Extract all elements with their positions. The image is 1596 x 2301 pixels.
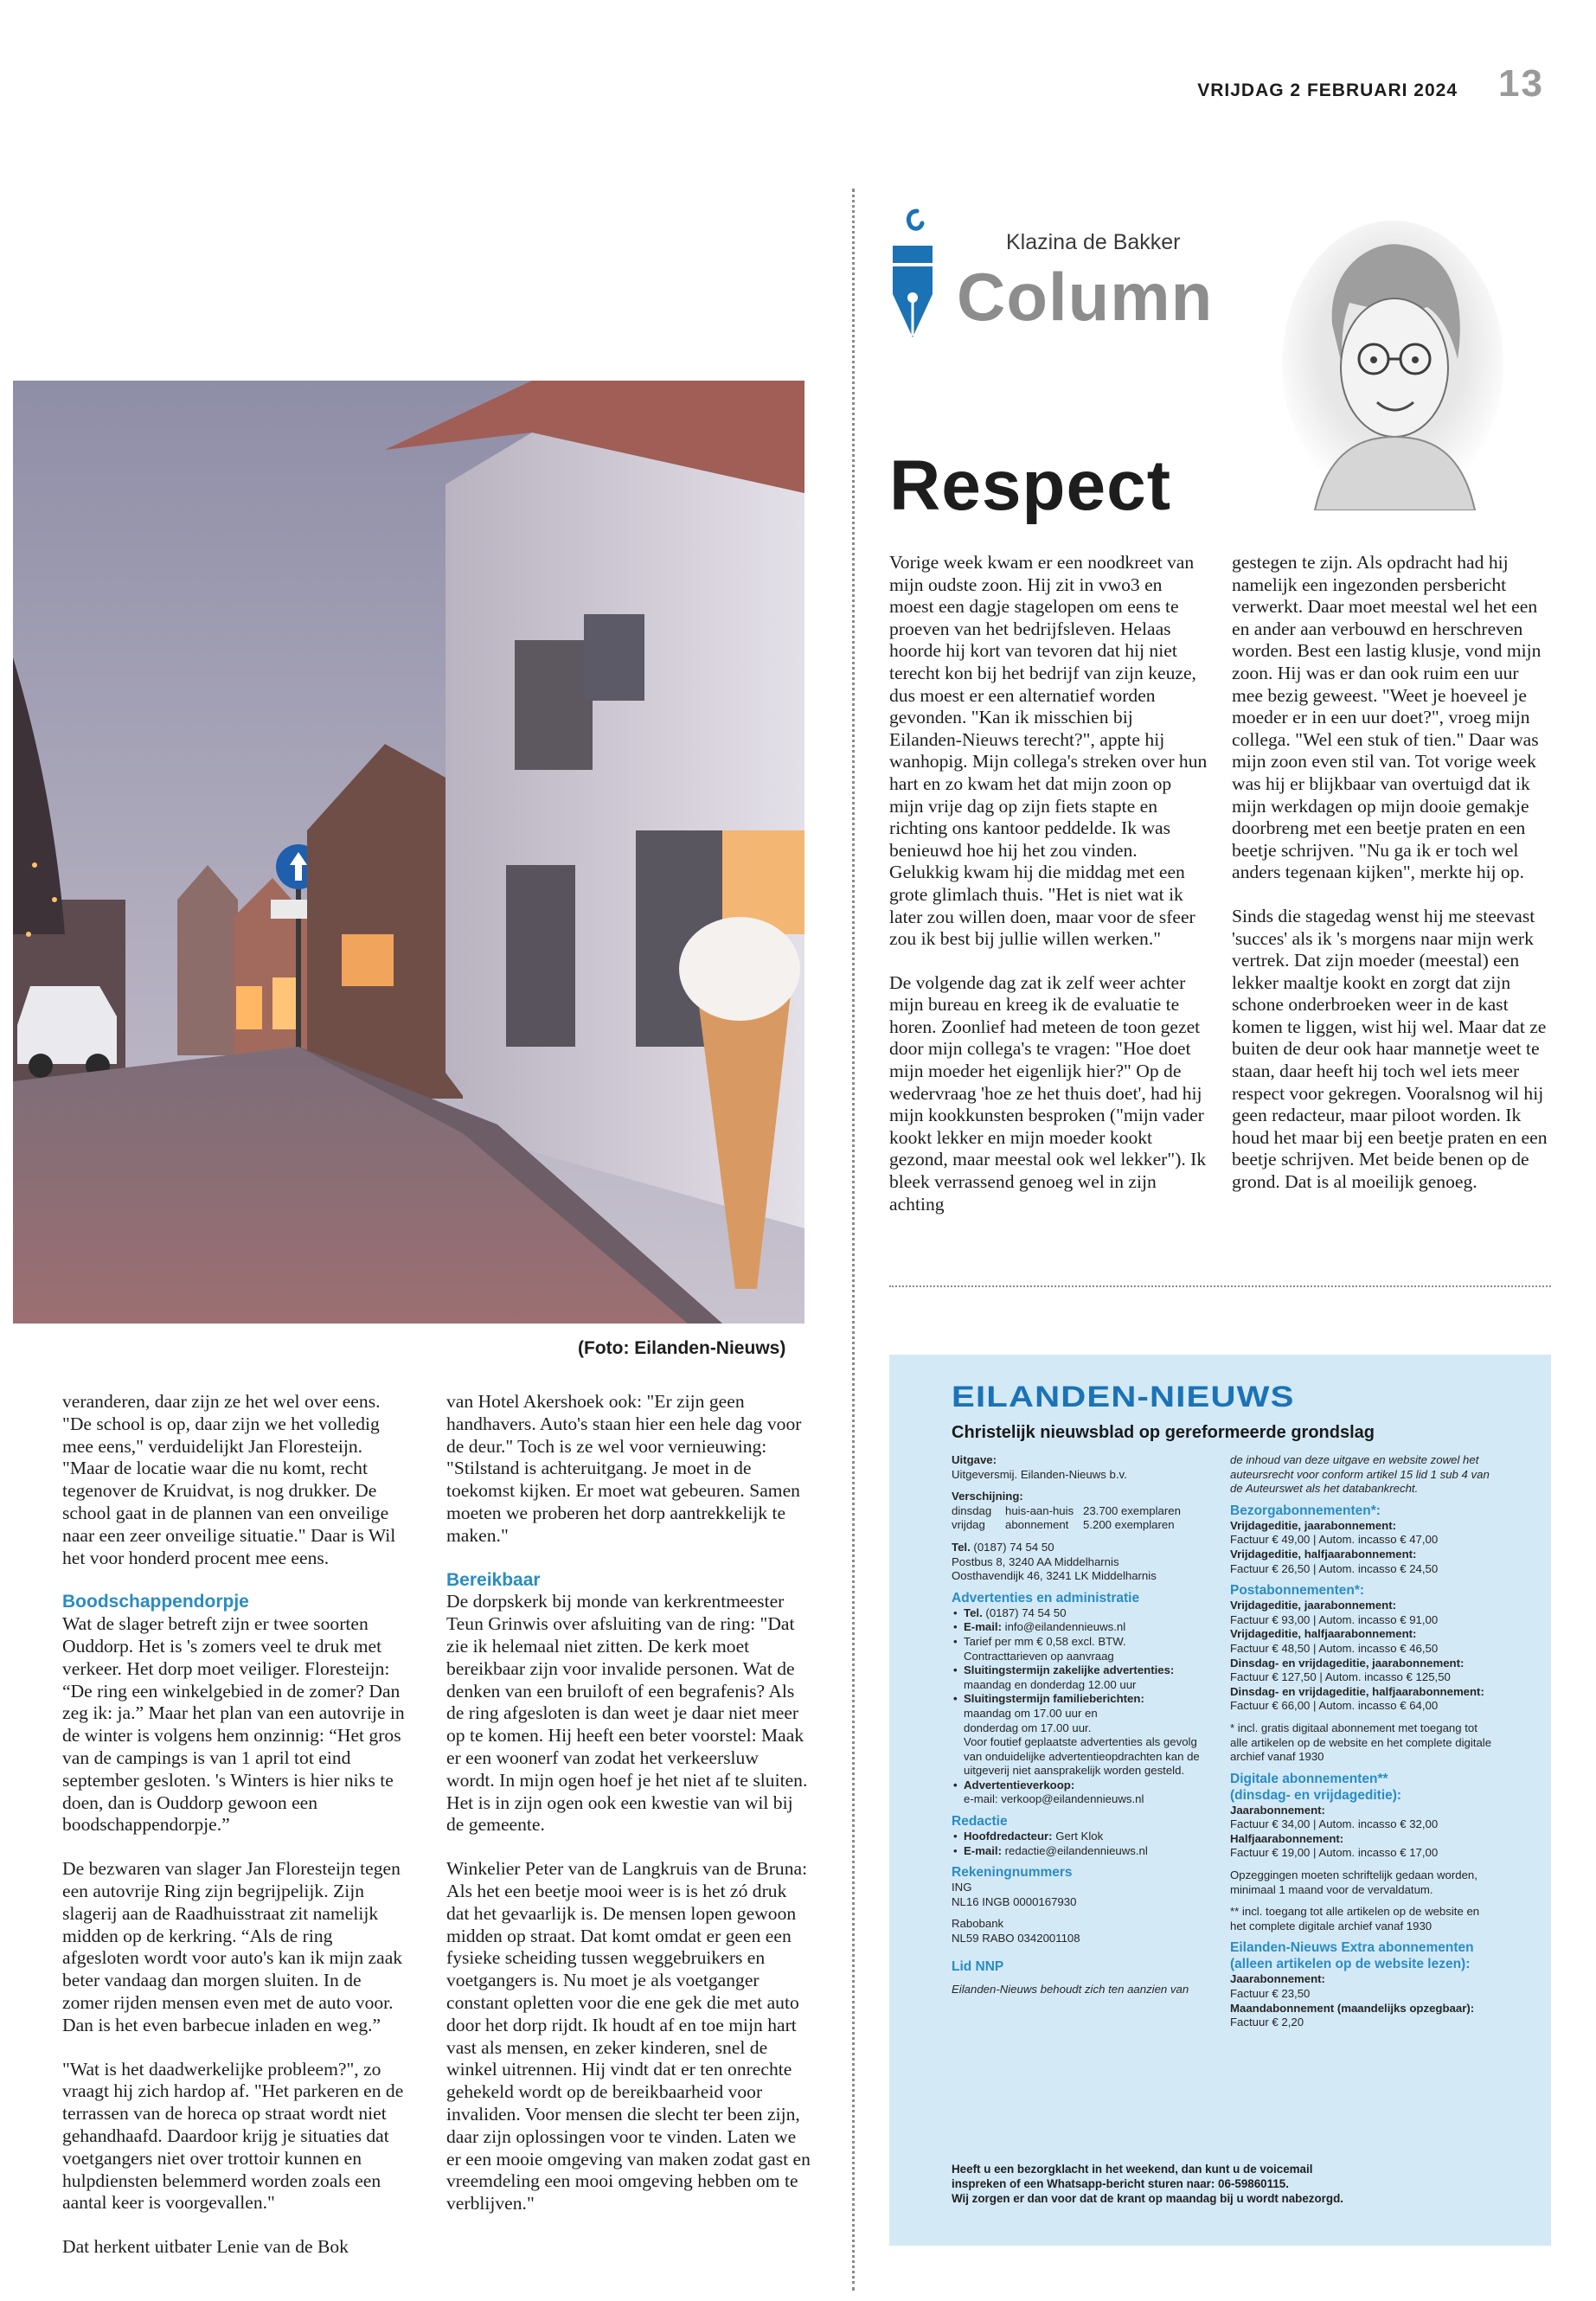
price: Factuur € 26,50 | Autom. incasso € 24,50 xyxy=(1230,1561,1439,1575)
list-item: Voor foutief geplaatste advertenties als gevolg xyxy=(964,1735,1197,1749)
list-item: maandag en donderdag 12.00 uur xyxy=(964,1677,1137,1691)
section-heading: Advertenties en administratie xyxy=(952,1590,1140,1606)
rights-text: auteursrecht voor conform artikel 15 lid 1 sub 4 van xyxy=(1230,1467,1490,1481)
rights-text: de inhoud van deze uitgave en website zowel het xyxy=(1230,1453,1479,1466)
list-item: donderdag om 17.00 uur. xyxy=(964,1721,1092,1734)
footnote: archief vanaf 1930 xyxy=(1230,1750,1324,1764)
label: Vrijdageditie, halfjaarabonnement: xyxy=(1230,1547,1417,1561)
column-divider xyxy=(852,189,855,2291)
rights-text: de Auteurswet als het databankrecht. xyxy=(1230,1482,1419,1496)
section-heading: Postabonnementen*: xyxy=(1230,1583,1365,1599)
value: info@eilandennieuws.nl xyxy=(1004,1620,1126,1634)
price: Factuur € 2,20 xyxy=(1230,2016,1304,2029)
price: Factuur € 34,00 | Autom. incasso € 32,00 xyxy=(1230,1817,1439,1831)
label: Dinsdag- en vrijdageditie, halfjaarabonnement: xyxy=(1230,1684,1484,1698)
notice: minimaal 1 maand voor de vervaldatum. xyxy=(1230,1882,1433,1896)
label: Dinsdag- en vrijdageditie, jaarabonnement: xyxy=(1230,1656,1465,1670)
edition-day: vrijdag xyxy=(952,1518,985,1532)
label: Tel. xyxy=(952,1540,971,1554)
section-heading: Digitale abonnementen** xyxy=(1230,1771,1388,1786)
edition-count: 23.700 exemplaren xyxy=(1083,1503,1181,1517)
notice: Opzeggingen moeten schriftelijk gedaan worden, xyxy=(1230,1868,1477,1882)
label: Maandabonnement (maandelijks opzegbaar): xyxy=(1230,2001,1475,2015)
bank-name: Rabobank xyxy=(952,1917,1004,1931)
label: E-mail: xyxy=(964,1620,1002,1634)
price: Factuur € 93,00 | Autom. incasso € 91,00 xyxy=(1230,1612,1439,1626)
list-item: e-mail: verkoop@eilandennieuws.nl xyxy=(964,1792,1144,1806)
list-item xyxy=(952,1830,1211,1844)
bank-number: NL59 RABO 0342001108 xyxy=(952,1932,1080,1945)
label: Vrijdageditie, jaarabonnement: xyxy=(1230,1599,1396,1612)
list-item: van onduidelijke advertentieopdrachten kan de xyxy=(964,1749,1200,1763)
edition-type: huis-aan-huis xyxy=(1005,1503,1074,1517)
column-label: Column xyxy=(957,259,1214,335)
fountain-pen-icon xyxy=(884,206,945,344)
issue-date: VRIJDAG 2 FEBRUARI 2024 xyxy=(1197,80,1458,100)
article-column-right xyxy=(446,1391,811,2237)
article-paragraph: "Wat is het daadwerkelijke probleem?", zo vraagt hij zich hardop af. "Het parkeren en de terrassen van de horeca op straat wordt niet gehandhaafd. Daardoor krijg je situaties dat voetgangers niet over trottoir kunnen en hulpdiensten belemmerd worden zoals een aantal keer is voorgevallen." xyxy=(62,2058,404,2214)
price: Factuur € 23,50 xyxy=(1230,1987,1311,2001)
article-paragraph: van Hotel Akershoek ook: "Er zijn geen handhavers. Auto's staan hier een hele dag voor de deur." Toch is ze wel voor vernieuwing: "Stilstand is achteruitgang. Je moet in de toekomst kijken. Er moet wat gebeuren. Samen moeten we proberen het dorp aantrekkelijk te maken." xyxy=(446,1391,802,1546)
phone: (0187) 74 54 50 xyxy=(973,1540,1054,1554)
list-item xyxy=(952,1620,1211,1635)
page-number: 13 xyxy=(1498,62,1544,105)
section-heading: (alleen artikelen op de website lezen): xyxy=(1230,1957,1471,1972)
footer-line: inspreken of een Whatsapp-bericht sturen naar: 06-59860115. xyxy=(952,2176,1289,2190)
address: Oosthavendijk 46, 3241 LK Middelharnis xyxy=(952,1569,1157,1583)
column-text-right xyxy=(1232,552,1554,1215)
label: Vrijdageditie, jaarabonnement: xyxy=(1230,1518,1396,1532)
column-bottom-rule xyxy=(889,1285,1551,1287)
column-paragraph: Sinds die stagedag wenst hij me steevast 'succes' als ik 's morgens naar mijn werk vertrek. Dat zijn moeder (meestal) een lekker maaltje kookt en zorgt dat zijn schone onderbroeken weer in de kast komen te liggen, wist hij wel. Maar dat ze buiten de deur ook haar mannetje weet te staan, daar heeft hij toch wel iets meer respect voor gekregen. Vooralsnog wil hij geen redacteur, maar piloot worden. Ik houd het maar bij een beetje praten en een beetje schrijven. Met beide benen op de grond. Dat is al moeilijk genoeg. xyxy=(1232,905,1548,1193)
author-portrait xyxy=(1280,221,1505,510)
colophon-left xyxy=(952,1453,1211,1997)
article-column-left xyxy=(62,1391,408,2280)
edition-type: abonnement xyxy=(1005,1518,1069,1532)
label: Jaarabonnement: xyxy=(1230,1972,1325,1986)
list-item: • Advertentieverkoop: xyxy=(952,1779,1211,1793)
price: Factuur € 19,00 | Autom. incasso € 17,00 xyxy=(1230,1846,1439,1860)
section-heading: Redactie xyxy=(952,1814,1008,1830)
label: Jaarabonnement: xyxy=(1230,1803,1325,1817)
list-item xyxy=(952,1606,1211,1621)
list-item: maandag om 17.00 uur en xyxy=(964,1706,1098,1720)
label: Vrijdageditie, halfjaarabonnement: xyxy=(1230,1627,1417,1641)
label: Hoofdredacteur: xyxy=(964,1830,1053,1843)
footer-line: Heeft u een bezorgklacht in het weekend, dan kunt u de voicemail xyxy=(952,2163,1313,2176)
column-text-left xyxy=(889,552,1208,1237)
article-paragraph: Wat de slager betreft zijn er twee soorten Ouddorp. Het is 's zomers veel te druk met verkeer. Het dorp moet veiliger. Floresteijn: “De ring een winkelgebied in de zomer? Dan zeg ik: ja.” Maar het plan van een autovrije in de winter is volgens hem onzinnig: “Het gros van de campings is van 1 april tot eind september gesloten. 's Winters is hier niks te doen, dan is Ouddorp gewoon een boodschappendorpje.” xyxy=(62,1613,405,1836)
edition-row xyxy=(952,1518,1211,1533)
edition-row xyxy=(952,1504,1211,1519)
value: (0187) 74 54 50 xyxy=(985,1606,1067,1619)
newspaper-tagline: Christelijk nieuwsblad op gereformeerde grondslag xyxy=(952,1423,1375,1442)
list-item: • Sluitingstermijn zakelijke advertenties: xyxy=(952,1663,1211,1678)
colophon-right xyxy=(1230,1453,1516,2030)
postbus: Postbus 8, 3240 AA Middelharnis xyxy=(952,1554,1119,1568)
phone-line xyxy=(952,1541,1211,1555)
section-heading: Bezorgabonnementen*: xyxy=(1230,1503,1381,1518)
list-item: uitgeverij niet aansprakelijk worden gesteld. xyxy=(964,1764,1185,1778)
footnote: * incl. gratis digitaal abonnement met toegang tot xyxy=(1230,1721,1477,1734)
footer-line: Wij zorgen er dan voor dat de krant op maandag bij u wordt nabezorgd. xyxy=(952,2191,1343,2205)
newspaper-logo: EILANDEN-NIEUWS xyxy=(952,1381,1295,1413)
label: Halfjaarabonnement: xyxy=(1230,1831,1344,1845)
value: Gert Klok xyxy=(1055,1830,1104,1843)
article-paragraph: Winkelier Peter van de Langkruis van de Bruna: Als het een beetje mooi weer is is het zó druk dat het gevaarlijk is. De mensen lopen gewoon midden op straat. Dat komt omdat er geen een fysieke scheiding tussen weggebruikers en voetgangers is. Nu moet je als voetganger constant opletten voor die ene gek die met auto door het dorp rijdt. Ik houdt af en toe mijn hart vast als mensen, en zeker kinderen, snel de winkel uitrennen. Hij vindt dat er ten onrechte gehekeld wordt op de bereikbaarheid voor invaliden. Voor mensen die slecht ter been zijn, daar zijn oplossingen voor te vinden. Laten we er een mooie omgeving van maken zodat gast en vreemdeling een mooi omgeving hebben om te verblijven." xyxy=(446,1858,811,2214)
list-item: • Tarief per mm € 0,58 excl. BTW. xyxy=(952,1635,1211,1650)
edition-day: dinsdag xyxy=(952,1503,992,1517)
column-author: Klazina de Bakker xyxy=(1006,230,1181,254)
bank-number: NL16 INGB 0000167930 xyxy=(952,1894,1077,1908)
section-heading: Rekeningnummers xyxy=(952,1865,1073,1881)
article-subheading: Bereikbaar xyxy=(446,1569,541,1590)
column-paragraph: gestegen te zijn. Als opdracht had hij namelijk een ingezonden persbericht verwerkt. Daar moet meestal wel het een en ander aan verbouwd en herschreven worden. Best een lastig klusje, vond mijn zoon. Hij was er dan ook ruim een uur mee bezig geweest. "Weet je hoeveel je moeder er in een uur doet?", vroeg mijn collega. "Wel een stuk of tien." Daar was mijn zoon even stil van. Tot vorige week was hij er blijkbaar van overtuigd dat ik mijn werkdagen op mijn dooie gemakje doorbreng met een beetje praten en een beetje schrijven. "Nu ga ik er toch wel anders tegenaan kijken", merkte hij op. xyxy=(1232,552,1542,883)
list-item: Contracttarieven op aanvraag xyxy=(964,1649,1114,1663)
column-paragraph: De volgende dag zat ik zelf weer achter mijn bureau en kreeg ik de evaluatie te horen. Zoonlief had meteen de toon gezet door mijn collega's te vragen: "Hoe doet mijn moeder het eigenlijk hier?" Op de wedervraag 'hoe ze het thuis doet', had hij mijn kookkunsten besproken ("mijn vader kookt lekker en mijn moeder kookt gezond, maar meestal ook wel lekker"). Ik bleek verrassend genoeg wel in zijn achting xyxy=(889,971,1207,1215)
section-heading: (dinsdag- en vrijdageditie): xyxy=(1230,1787,1402,1803)
price: Factuur € 48,50 | Autom. incasso € 46,50 xyxy=(1230,1641,1439,1655)
footnote: alle artikelen op de website en het complete digitale xyxy=(1230,1735,1492,1749)
price: Factuur € 127,50 | Autom. incasso € 125,50 xyxy=(1230,1670,1451,1684)
article-paragraph: De dorpskerk bij monde van kerkrentmeester Teun Grinwis over afsluiting van de ring: "Dat zie ik helemaal niet zitten. De kerk moet bereikbaar zijn voor invalide personen. Wat de denken van een bruiloft of een begrafenis? Als de ring afgesloten is dan weet je daar niet meer op te komen. Hij heeft een beter voorstel: Maak er een woonerf van zodat het verkeersluw wordt. In mijn ogen hoef je het niet af te sluiten. Het is in zijn ogen ook een kwestie van wil bij de gemeente. xyxy=(446,1591,808,1836)
footnote: het complete digitale archief vanaf 1930 xyxy=(1230,1919,1433,1932)
label: Verschijning: xyxy=(952,1490,1023,1503)
label: Tel. xyxy=(964,1606,983,1619)
photo-caption: (Foto: Eilanden-Nieuws) xyxy=(578,1338,786,1358)
article-paragraph: Dat herkent uitbater Lenie van de Bok xyxy=(62,2236,349,2258)
rights-text: Eilanden-Nieuws behoudt zich ten aanzien van xyxy=(952,1982,1189,1996)
column-headline: Respect xyxy=(889,446,1172,525)
label: E-mail: xyxy=(964,1843,1002,1857)
article-paragraph: veranderen, daar zijn ze het wel over eens. "De school is op, daar zijn we het volledig mee eens," verduidelijkt Jan Floresteijn. "Maar de locatie waar die nu komt, recht tegenover de Kruidvat, is nog drukker. De school gaat in de plannen van een onveilige naar een zeer onveilige situatie." Daar is Wil het voor honderd procent mee eens. xyxy=(62,1391,396,1568)
column-paragraph: Vorige week kwam er een noodkreet van mijn oudste zoon. Hij zit in vwo3 en moest een dagje stagelopen om eens te proeven van het bedrijfsleven. Helaas hoorde hij kort van tevoren dat hij niet terecht kon bij het bedrijf van zijn keuze, dus moest er een alternatief worden gevonden. "Kan ik misschien bij Eilanden-Nieuws terecht?", appte hij wanhopig. Mijn collega's streken over hun hart en zo kwam het dat mijn zoon op mijn vrije dag op zijn fiets stapte en richting ons kantoor peddelde. Ik was benieuwd hoe hij het zou vinden. Gelukkig kwam hij die middag met een grote glimlach thuis. "Het is niet wat ik later zou willen doen, maar voor de sfeer zou ik best bij jullie willen werken." xyxy=(889,552,1208,950)
colophon-footer xyxy=(952,2163,1505,2206)
value: Uitgeversmij. Eilanden-Nieuws b.v. xyxy=(952,1467,1127,1481)
street-photo xyxy=(13,381,804,1324)
section-heading: Lid NNP xyxy=(952,1958,1004,1974)
footnote: ** incl. toegang tot alle artikelen op de website en xyxy=(1230,1905,1480,1919)
value: redactie@eilandennieuws.nl xyxy=(1004,1843,1148,1857)
list-item xyxy=(952,1844,1211,1859)
price: Factuur € 49,00 | Autom. incasso € 47,00 xyxy=(1230,1533,1439,1547)
article-subheading: Boodschappendorpje xyxy=(62,1592,249,1612)
price: Factuur € 66,00 | Autom. incasso € 64,00 xyxy=(1230,1699,1439,1713)
label: Uitgave: xyxy=(952,1453,997,1466)
bank-name: ING xyxy=(952,1881,972,1894)
list-item: • Sluitingstermijn familieberichten: xyxy=(952,1692,1211,1707)
article-paragraph: De bezwaren van slager Jan Floresteijn tegen een autovrije Ring zijn begrijpelijk. Zijn slagerij aan de Raadhuisstraat zit namelijk midden op de kerkring. “Als de ring afgesloten wordt voor auto's kan ik mijn zaak beter vandaag dan morgen sluiten. In de zomer rijden mensen even met de auto voor. Dan is het even barbecue inladen en weg.” xyxy=(62,1858,403,2035)
section-heading: Eilanden-Nieuws Extra abonnementen xyxy=(1230,1940,1474,1956)
edition-count: 5.200 exemplaren xyxy=(1083,1518,1175,1532)
